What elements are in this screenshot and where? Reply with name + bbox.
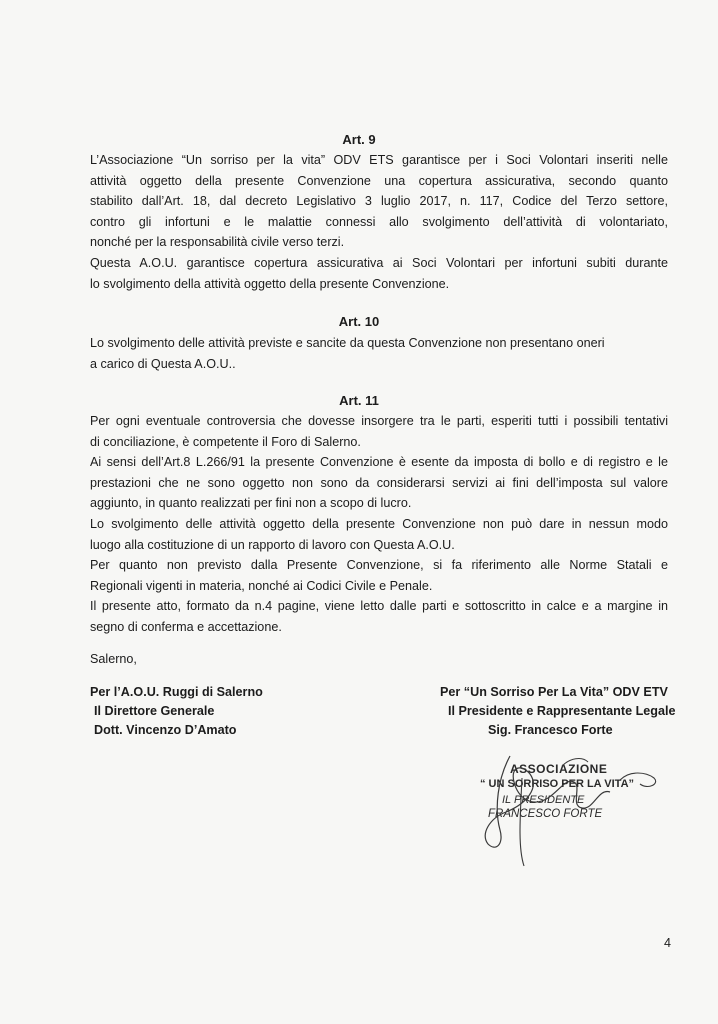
article-9-text [90, 150, 668, 294]
signatory-right-role: Il Presidente e Rappresentante Legale [448, 704, 676, 718]
text-line: segno di conferma e accettazione. [90, 619, 282, 634]
page-number: 4 [664, 936, 672, 950]
signatory-left [90, 683, 263, 740]
signatory-right [430, 683, 690, 740]
text-line: luogo alla costituzione di un rapporto di lavoro con Questa A.O.U. [90, 537, 455, 552]
text-line: nonché per la responsabilità civile verso terzi. [90, 235, 345, 250]
text-line: Ai sensi dell’Art.8 L.266/91 la presente Convenzione è esente da imposta di bollo e di registro e le [90, 455, 668, 470]
signatory-right-name: Sig. Francesco Forte [488, 723, 613, 737]
association-stamp-with-signature [470, 748, 700, 868]
text-line: Lo svolgimento delle attività previste e sancite da questa Convenzione non presentano oneri [90, 336, 605, 350]
text-line: Questa A.O.U. garantisce copertura assicurativa ai Soci Volontari per infortuni subiti durante [90, 255, 668, 270]
text-line: Regionali vigenti in materia, nonché ai Codici Civile e Penale. [90, 578, 433, 593]
article-10-heading: Art. 10 [338, 314, 380, 329]
text-line: attività oggetto della presente Convenzione una copertura assicurativa, secondo quanto [90, 173, 668, 188]
text-line: prestazioni che ne sono oggetto non sono da considerarsi servizi ai fini dell’imposta sul valore [90, 475, 668, 490]
article-11-heading: Art. 11 [339, 393, 379, 408]
article-10-text [90, 333, 668, 374]
article-11-text [90, 411, 668, 638]
article-9-heading: Art. 9 [342, 132, 376, 147]
text-line: lo svolgimento della attività oggetto della presente Convenzione. [90, 276, 450, 291]
text-line: di conciliazione, è competente il Foro di Salerno. [90, 434, 361, 449]
text-line: L’Associazione “Un sorriso per la vita” ODV ETS garantisce per i Soci Volontari inseriti nelle [90, 153, 668, 167]
stamp-line: ASSOCIAZIONE [510, 762, 608, 776]
text-line: contro gli infortuni e le malattie connessi allo svolgimento dell’attività di volontariato, [90, 214, 668, 229]
signatory-left-role: Il Direttore Generale [94, 704, 215, 718]
text-line: Lo svolgimento delle attività oggetto della presente Convenzione non può dare in nessun modo [90, 516, 668, 531]
text-line: stabilito dall’Art. 18, dal decreto Legislativo 3 luglio 2017, n. 117, Codice del Terzo settore, [90, 194, 668, 209]
stamp-line: IL PRESIDENTE [502, 794, 585, 806]
signatory-right-org: Per “Un Sorriso Per La Vita” ODV ETV [440, 685, 668, 699]
stamp-line: FRANCESCO FORTE [488, 808, 603, 820]
text-line: Il presente atto, formato da n.4 pagine, viene letto dalle parti e sottoscritto in calce e a margine in [90, 599, 668, 614]
handwritten-signature [470, 748, 700, 868]
text-line: aggiunto, in quanto realizzati per fini non a scopo di lucro. [90, 496, 412, 511]
stamp-line: “ UN SORRISO PER LA VITA” [480, 778, 635, 790]
place-line: Salerno, [90, 652, 137, 666]
text-line: a carico di Questa A.O.U.. [90, 356, 236, 371]
signatory-left-org: Per l’A.O.U. Ruggi di Salerno [90, 685, 263, 699]
text-line: Per ogni eventuale controversia che dovesse insorgere tra le parti, esperiti tutti i possibili tentativi [90, 414, 668, 428]
text-line: Per quanto non previsto dalla Presente Convenzione, si fa riferimento alle Norme Statali e [90, 558, 668, 573]
signatory-left-name: Dott. Vincenzo D’Amato [94, 723, 237, 737]
